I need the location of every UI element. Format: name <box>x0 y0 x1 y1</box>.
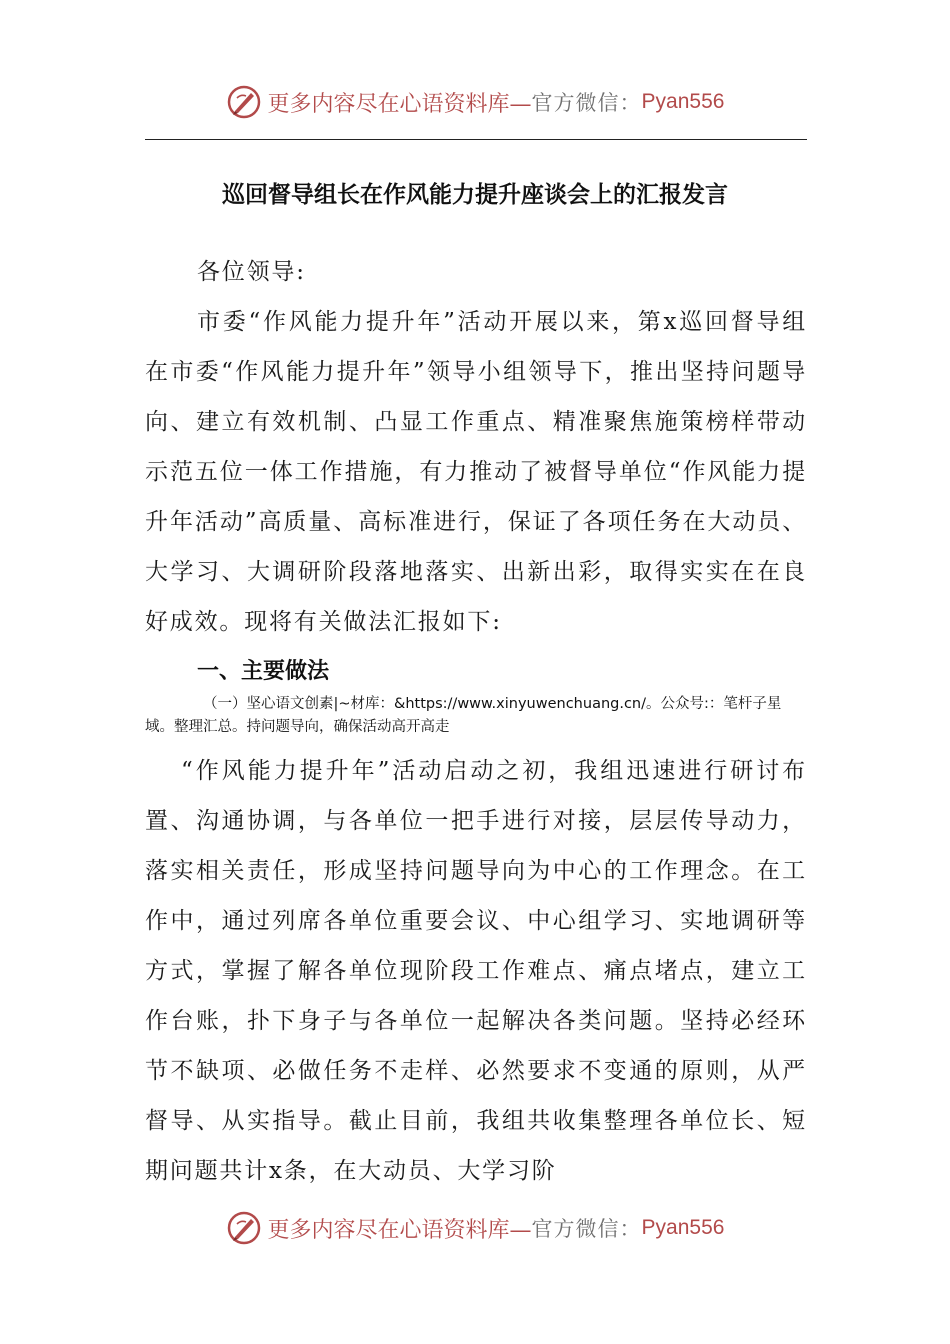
watermark-contact-label: 官方微信： <box>531 1217 642 1241</box>
quill-pen-logo-icon <box>226 84 262 120</box>
watermark-contact-id: Pyan556 <box>641 90 725 113</box>
paragraph-body: “作风能力提升年”活动启动之初，我组迅速进行研讨布置、沟通协调，与各单位一把手进行对接，层层传导动力，落实相关责任，形成坚持问题导向为中心的工作理念。在工作中，通过列席各单位重要会议、中心组学习、实地调研等方式，掌握了解各单位现阶段工作难点、痛点堵点，建立工作台账，扑下身子与各单位一起解决各类问题。坚持必经环节不缺项、必做任务不走样、必然要求不变通的原则，从严督导、从实指导。截止目前，我组共收集整理各单位长、短期问题共计x条，在大动员、大学习阶 <box>145 758 807 1184</box>
section-heading: 一、主要做法 <box>197 659 330 684</box>
footer-watermark <box>0 1208 950 1248</box>
salutation: 各位领导: <box>197 259 306 285</box>
watermark-contact-label: 官方微信： <box>531 91 642 115</box>
paragraph-intro: 市委“作风能力提升年”活动开展以来，第x巡回督导组在市委“作风能力提升年”领导小组领导下，推出坚持问题导向、建立有效机制、凸显工作重点、精准聚焦施策榜样带动示范五位一体工作措施，有力推动了被督导单位“作风能力提升年活动”高质量、高标准进行，保证了各项任务在大动员、大学习、大调研阶段落地落实、出新出彩，取得实实在在良好成效。现将有关做法汇报如下: <box>145 309 807 635</box>
watermark-contact-id: Pyan556 <box>641 1216 725 1239</box>
subsection-heading: （一）坚心语文创素|~材库：&https://www.xinyuwenchuang.cn/。公众号:：笔杆子星域。整理汇总。持问题导向，确保活动高开高走 <box>145 696 782 735</box>
document-title: 巡回督导组长在作风能力提升座谈会上的汇报发言 <box>222 182 728 208</box>
watermark-text: 更多内容尽在心语资料库— <box>267 1217 532 1243</box>
quill-pen-logo-icon <box>226 1210 262 1246</box>
header-divider <box>145 139 807 140</box>
watermark-text: 更多内容尽在心语资料库— <box>267 91 532 117</box>
header-watermark <box>0 82 950 122</box>
